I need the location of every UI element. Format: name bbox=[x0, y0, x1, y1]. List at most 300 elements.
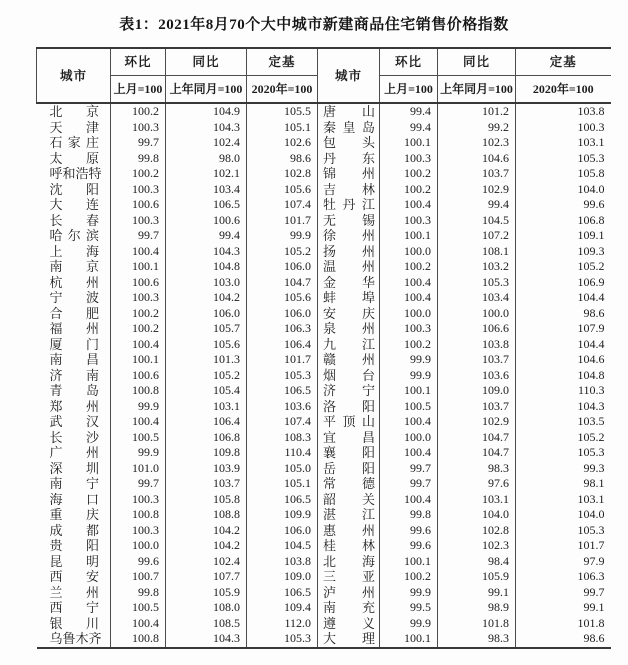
city-name-cell: 贵 阳 bbox=[37, 538, 111, 554]
mom-value-cell: 100.4 bbox=[380, 275, 438, 291]
mom-value-cell: 99.9 bbox=[111, 399, 166, 415]
yoy-value-cell: 105.8 bbox=[166, 492, 247, 508]
city-name-cell: 牡 丹 江 bbox=[318, 197, 380, 213]
base-value-cell: 109.0 bbox=[247, 569, 318, 585]
mom-value-cell: 100.2 bbox=[380, 166, 438, 182]
mom-value-cell: 100.1 bbox=[380, 228, 438, 244]
table-row bbox=[37, 492, 611, 508]
base-value-cell: 106.3 bbox=[247, 321, 318, 337]
yoy-value-cell: 106.8 bbox=[166, 430, 247, 446]
base-value-cell: 105.2 bbox=[247, 244, 318, 260]
mom-value-cell: 99.8 bbox=[111, 151, 166, 167]
base-value-cell: 105.8 bbox=[577, 166, 605, 181]
table-row bbox=[37, 383, 611, 399]
yoy-value-cell: 100.6 bbox=[166, 213, 247, 229]
table-row bbox=[37, 306, 611, 322]
yoy-value-cell: 97.6 bbox=[438, 476, 516, 492]
header-mom-base-right: 上月=100 bbox=[380, 76, 438, 104]
yoy-value-cell: 105.9 bbox=[438, 569, 516, 585]
table-header bbox=[37, 48, 611, 103]
base-value-cell: 106.5 bbox=[247, 492, 318, 508]
table-row bbox=[37, 538, 611, 554]
city-name-cell: 洛 阳 bbox=[318, 399, 380, 415]
city-name-cell: 遵 义 bbox=[318, 616, 380, 632]
yoy-value-cell: 103.1 bbox=[438, 492, 516, 508]
city-name-cell: 徐 州 bbox=[318, 228, 380, 244]
mom-value-cell: 100.3 bbox=[111, 182, 166, 198]
yoy-value-cell: 98.9 bbox=[438, 600, 516, 616]
table-row bbox=[37, 461, 611, 477]
base-value-cell: 99.1 bbox=[583, 600, 605, 615]
city-name-cell: 乌 鲁 木 齐 bbox=[37, 631, 111, 648]
table-row bbox=[37, 368, 611, 384]
base-value-cell: 109.1 bbox=[577, 228, 605, 243]
mom-value-cell: 99.9 bbox=[380, 368, 438, 384]
yoy-value-cell: 103.9 bbox=[166, 461, 247, 477]
header-yoy-right: 同比 bbox=[438, 48, 516, 76]
base-value-cell: 99.7 bbox=[583, 584, 605, 599]
yoy-value-cell: 103.0 bbox=[166, 275, 247, 291]
city-name-cell: 厦 门 bbox=[37, 337, 111, 353]
base-value-cell: 106.8 bbox=[577, 212, 605, 227]
city-name-cell: 长 春 bbox=[37, 213, 111, 229]
mom-value-cell: 100.2 bbox=[111, 103, 166, 120]
yoy-value-cell: 102.4 bbox=[166, 135, 247, 151]
base-value-cell: 104.6 bbox=[577, 352, 605, 367]
table-row bbox=[37, 182, 611, 198]
base-value-cell: 98.1 bbox=[583, 476, 605, 491]
yoy-value-cell: 100.0 bbox=[438, 306, 516, 322]
base-value-cell: 104.0 bbox=[577, 181, 605, 196]
city-name-cell: 石 家 庄 bbox=[37, 135, 111, 151]
base-value-cell: 104.0 bbox=[577, 507, 605, 522]
header-city-right: 城市 bbox=[318, 48, 380, 103]
base-value-cell: 103.6 bbox=[247, 399, 318, 415]
city-name-cell: 海 口 bbox=[37, 492, 111, 508]
city-name-cell: 湛 江 bbox=[318, 507, 380, 523]
yoy-value-cell: 105.9 bbox=[166, 585, 247, 601]
mom-value-cell: 100.3 bbox=[111, 290, 166, 306]
mom-value-cell: 100.5 bbox=[111, 430, 166, 446]
mom-value-cell: 100.2 bbox=[111, 166, 166, 182]
base-value-cell: 102.6 bbox=[247, 135, 318, 151]
base-value-cell: 105.3 bbox=[247, 631, 318, 648]
table-row bbox=[37, 631, 611, 648]
mom-value-cell: 100.6 bbox=[111, 197, 166, 213]
mom-value-cell: 100.4 bbox=[111, 414, 166, 430]
mom-value-cell: 99.6 bbox=[111, 554, 166, 570]
mom-value-cell: 99.7 bbox=[111, 228, 166, 244]
table-row bbox=[37, 151, 611, 167]
base-value-cell: 110.3 bbox=[577, 383, 605, 398]
yoy-value-cell: 108.0 bbox=[166, 600, 247, 616]
city-name-cell: 呼 和 浩 特 bbox=[37, 166, 111, 182]
table-row bbox=[37, 430, 611, 446]
city-name-cell: 泸 州 bbox=[318, 585, 380, 601]
yoy-value-cell: 103.4 bbox=[438, 290, 516, 306]
base-value-cell: 109.4 bbox=[247, 600, 318, 616]
header-base-note-right: 2020年=100 bbox=[532, 82, 594, 96]
yoy-value-cell: 103.8 bbox=[438, 337, 516, 353]
mom-value-cell: 100.3 bbox=[380, 213, 438, 229]
yoy-value-cell: 106.5 bbox=[166, 197, 247, 213]
city-name-cell: 赣 州 bbox=[318, 352, 380, 368]
mom-value-cell: 99.9 bbox=[380, 352, 438, 368]
city-name-cell: 南 充 bbox=[318, 600, 380, 616]
base-value-cell: 106.4 bbox=[247, 337, 318, 353]
header-yoy-left: 同比 bbox=[166, 48, 247, 76]
yoy-value-cell: 104.2 bbox=[166, 290, 247, 306]
header-mom-right: 环比 bbox=[380, 48, 438, 76]
mom-value-cell: 100.2 bbox=[380, 569, 438, 585]
mom-value-cell: 100.0 bbox=[111, 538, 166, 554]
yoy-value-cell: 105.4 bbox=[166, 383, 247, 399]
base-value-cell: 101.8 bbox=[577, 615, 605, 630]
city-name-cell: 宁 波 bbox=[37, 290, 111, 306]
yoy-value-cell: 98.0 bbox=[166, 151, 247, 167]
mom-value-cell: 100.5 bbox=[380, 399, 438, 415]
city-name-cell: 烟 台 bbox=[318, 368, 380, 384]
base-value-cell: 104.7 bbox=[247, 275, 318, 291]
base-value-cell: 103.8 bbox=[577, 104, 605, 119]
mom-value-cell: 100.8 bbox=[111, 383, 166, 399]
base-value-cell: 106.0 bbox=[247, 523, 318, 539]
city-name-cell: 宜 昌 bbox=[318, 430, 380, 446]
table-row bbox=[37, 569, 611, 585]
base-value-cell: 104.4 bbox=[577, 336, 605, 351]
mom-value-cell: 99.8 bbox=[380, 507, 438, 523]
table-title: 表1：2021年8月70个大中城市新建商品住宅销售价格指数 bbox=[119, 17, 509, 33]
mom-value-cell: 99.8 bbox=[111, 585, 166, 601]
city-name-cell: 唐 山 bbox=[318, 103, 380, 120]
yoy-value-cell: 102.3 bbox=[438, 538, 516, 554]
table-row bbox=[37, 290, 611, 306]
base-value-cell: 98.6 bbox=[247, 151, 318, 167]
table-row bbox=[37, 244, 611, 260]
mom-value-cell: 100.0 bbox=[380, 306, 438, 322]
yoy-value-cell: 104.6 bbox=[438, 151, 516, 167]
city-name-cell: 蚌 埠 bbox=[318, 290, 380, 306]
table-row bbox=[37, 507, 611, 523]
yoy-value-cell: 109.8 bbox=[166, 445, 247, 461]
base-value-cell: 105.5 bbox=[247, 103, 318, 120]
base-value-cell: 98.6 bbox=[583, 305, 605, 320]
base-value-cell: 102.8 bbox=[247, 166, 318, 182]
yoy-value-cell: 104.2 bbox=[166, 538, 247, 554]
city-name-cell: 北 京 bbox=[37, 103, 111, 120]
mom-value-cell: 100.6 bbox=[111, 275, 166, 291]
mom-value-cell: 100.2 bbox=[380, 259, 438, 275]
base-value-cell: 107.9 bbox=[577, 321, 605, 336]
mom-value-cell: 99.9 bbox=[380, 585, 438, 601]
table-row bbox=[37, 414, 611, 430]
yoy-value-cell: 98.3 bbox=[438, 461, 516, 477]
base-value-cell: 105.2 bbox=[577, 259, 605, 274]
yoy-value-cell: 102.8 bbox=[438, 523, 516, 539]
header-city-left: 城市 bbox=[37, 48, 111, 103]
city-name-cell: 包 头 bbox=[318, 135, 380, 151]
yoy-value-cell: 104.9 bbox=[166, 103, 247, 120]
base-value-cell: 103.8 bbox=[247, 554, 318, 570]
city-name-cell: 大 连 bbox=[37, 197, 111, 213]
base-value-cell: 110.4 bbox=[247, 445, 318, 461]
city-name-cell: 泉 州 bbox=[318, 321, 380, 337]
yoy-value-cell: 103.7 bbox=[166, 476, 247, 492]
city-name-cell: 上 海 bbox=[37, 244, 111, 260]
mom-value-cell: 100.4 bbox=[380, 492, 438, 508]
mom-value-cell: 99.6 bbox=[380, 538, 438, 554]
base-value-cell: 107.4 bbox=[247, 197, 318, 213]
table-row bbox=[37, 616, 611, 632]
city-name-cell: 惠 州 bbox=[318, 523, 380, 539]
base-value-cell: 100.3 bbox=[577, 119, 605, 134]
yoy-value-cell: 99.4 bbox=[438, 197, 516, 213]
table-row bbox=[37, 337, 611, 353]
header-base-right: 定基 bbox=[516, 48, 611, 76]
city-name-cell: 岳 阳 bbox=[318, 461, 380, 477]
mom-value-cell: 99.7 bbox=[380, 476, 438, 492]
city-name-cell: 锦 州 bbox=[318, 166, 380, 182]
yoy-value-cell: 104.3 bbox=[166, 244, 247, 260]
city-name-cell: 无 锡 bbox=[318, 213, 380, 229]
city-name-cell: 南 宁 bbox=[37, 476, 111, 492]
city-name-cell: 兰 州 bbox=[37, 585, 111, 601]
city-name-cell: 济 南 bbox=[37, 368, 111, 384]
city-name-cell: 南 昌 bbox=[37, 352, 111, 368]
mom-value-cell: 99.9 bbox=[380, 616, 438, 632]
yoy-value-cell: 106.6 bbox=[438, 321, 516, 337]
mom-value-cell: 100.2 bbox=[380, 182, 438, 198]
yoy-value-cell: 105.2 bbox=[166, 368, 247, 384]
table-row bbox=[37, 523, 611, 539]
city-name-cell: 三 亚 bbox=[318, 569, 380, 585]
yoy-value-cell: 106.0 bbox=[166, 306, 247, 322]
mom-value-cell: 100.2 bbox=[111, 306, 166, 322]
header-mom-base-left: 上月=100 bbox=[111, 76, 166, 104]
city-name-cell: 安 庆 bbox=[318, 306, 380, 322]
yoy-value-cell: 104.3 bbox=[166, 120, 247, 136]
yoy-value-cell: 105.3 bbox=[438, 275, 516, 291]
city-name-cell: 合 肥 bbox=[37, 306, 111, 322]
mom-value-cell: 100.1 bbox=[380, 554, 438, 570]
yoy-value-cell: 102.1 bbox=[166, 166, 247, 182]
city-name-cell: 大 理 bbox=[318, 631, 380, 648]
yoy-value-cell: 101.3 bbox=[166, 352, 247, 368]
yoy-value-cell: 104.7 bbox=[438, 430, 516, 446]
city-name-cell: 秦 皇 岛 bbox=[318, 120, 380, 136]
yoy-value-cell: 104.7 bbox=[438, 445, 516, 461]
mom-value-cell: 100.1 bbox=[380, 135, 438, 151]
yoy-value-cell: 109.0 bbox=[438, 383, 516, 399]
yoy-value-cell: 105.7 bbox=[166, 321, 247, 337]
mom-value-cell: 101.0 bbox=[111, 461, 166, 477]
mom-value-cell: 99.9 bbox=[111, 445, 166, 461]
city-name-cell: 武 汉 bbox=[37, 414, 111, 430]
mom-value-cell: 100.0 bbox=[380, 430, 438, 446]
base-value-cell: 106.0 bbox=[247, 306, 318, 322]
table-row bbox=[37, 600, 611, 616]
mom-value-cell: 100.3 bbox=[111, 492, 166, 508]
city-name-cell: 襄 阳 bbox=[318, 445, 380, 461]
yoy-value-cell: 103.6 bbox=[438, 368, 516, 384]
table-row bbox=[37, 213, 611, 229]
mom-value-cell: 100.4 bbox=[380, 197, 438, 213]
table-body bbox=[37, 103, 611, 648]
mom-value-cell: 100.8 bbox=[111, 631, 166, 648]
base-value-cell: 101.7 bbox=[577, 538, 605, 553]
table-row bbox=[37, 166, 611, 182]
mom-value-cell: 99.4 bbox=[380, 103, 438, 120]
mom-value-cell: 100.1 bbox=[111, 259, 166, 275]
city-name-cell: 济 宁 bbox=[318, 383, 380, 399]
header-mom-left: 环比 bbox=[111, 48, 166, 76]
mom-value-cell: 100.0 bbox=[380, 244, 438, 260]
yoy-value-cell: 103.7 bbox=[438, 166, 516, 182]
base-value-cell: 97.9 bbox=[583, 553, 605, 568]
yoy-value-cell: 98.3 bbox=[438, 631, 516, 648]
base-value-cell: 106.5 bbox=[247, 585, 318, 601]
header-yoy-base-left: 上年同月=100 bbox=[166, 76, 247, 104]
mom-value-cell: 100.3 bbox=[380, 321, 438, 337]
city-name-cell: 福 州 bbox=[37, 321, 111, 337]
city-name-cell: 金 华 bbox=[318, 275, 380, 291]
base-value-cell: 106.5 bbox=[247, 383, 318, 399]
yoy-value-cell: 107.7 bbox=[166, 569, 247, 585]
yoy-value-cell: 103.7 bbox=[438, 352, 516, 368]
base-value-cell: 106.9 bbox=[577, 274, 605, 289]
mom-value-cell: 100.4 bbox=[380, 414, 438, 430]
base-value-cell: 105.3 bbox=[247, 368, 318, 384]
yoy-value-cell: 105.6 bbox=[166, 337, 247, 353]
mom-value-cell: 100.4 bbox=[380, 290, 438, 306]
base-value-cell: 105.3 bbox=[577, 445, 605, 460]
mom-value-cell: 100.2 bbox=[380, 337, 438, 353]
yoy-value-cell: 99.4 bbox=[166, 228, 247, 244]
base-value-cell: 99.6 bbox=[583, 197, 605, 212]
city-name-cell: 成 都 bbox=[37, 523, 111, 539]
mom-value-cell: 99.4 bbox=[380, 120, 438, 136]
mom-value-cell: 99.7 bbox=[111, 476, 166, 492]
header-base-left: 定基 bbox=[247, 48, 318, 76]
city-name-cell: 北 海 bbox=[318, 554, 380, 570]
yoy-value-cell: 101.2 bbox=[438, 103, 516, 120]
city-name-cell: 沈 阳 bbox=[37, 182, 111, 198]
base-value-cell: 105.6 bbox=[247, 290, 318, 306]
city-name-cell: 南 京 bbox=[37, 259, 111, 275]
city-name-cell: 长 沙 bbox=[37, 430, 111, 446]
yoy-value-cell: 104.3 bbox=[166, 631, 247, 648]
table-row bbox=[37, 135, 611, 151]
city-name-cell: 广 州 bbox=[37, 445, 111, 461]
header-row-main bbox=[37, 48, 611, 76]
city-name-cell: 九 江 bbox=[318, 337, 380, 353]
mom-value-cell: 100.4 bbox=[380, 445, 438, 461]
table-row bbox=[37, 120, 611, 136]
city-name-cell: 郑 州 bbox=[37, 399, 111, 415]
base-value-cell: 104.4 bbox=[577, 290, 605, 305]
mom-value-cell: 100.3 bbox=[111, 213, 166, 229]
mom-value-cell: 100.4 bbox=[111, 337, 166, 353]
table-row bbox=[37, 399, 611, 415]
mom-value-cell: 100.7 bbox=[111, 569, 166, 585]
mom-value-cell: 100.3 bbox=[111, 523, 166, 539]
base-value-cell: 104.5 bbox=[247, 538, 318, 554]
mom-value-cell: 100.6 bbox=[111, 368, 166, 384]
city-name-cell: 哈 尔 滨 bbox=[37, 228, 111, 244]
mom-value-cell: 99.7 bbox=[111, 135, 166, 151]
table-row bbox=[37, 554, 611, 570]
table-row bbox=[37, 259, 611, 275]
city-name-cell: 常 德 bbox=[318, 476, 380, 492]
base-value-cell: 98.6 bbox=[583, 631, 605, 646]
base-value-cell: 103.5 bbox=[577, 414, 605, 429]
mom-value-cell: 99.6 bbox=[380, 523, 438, 539]
city-name-cell: 重 庆 bbox=[37, 507, 111, 523]
base-value-cell: 108.3 bbox=[247, 430, 318, 446]
city-name-cell: 韶 关 bbox=[318, 492, 380, 508]
city-name-cell: 吉 林 bbox=[318, 182, 380, 198]
mom-value-cell: 100.3 bbox=[111, 120, 166, 136]
mom-value-cell: 100.8 bbox=[111, 507, 166, 523]
base-value-cell: 106.3 bbox=[577, 569, 605, 584]
base-value-cell: 103.1 bbox=[577, 491, 605, 506]
base-value-cell: 109.3 bbox=[577, 243, 605, 258]
city-name-cell: 平 顶 山 bbox=[318, 414, 380, 430]
base-value-cell: 105.1 bbox=[247, 120, 318, 136]
table-row bbox=[37, 228, 611, 244]
yoy-value-cell: 102.4 bbox=[166, 554, 247, 570]
header-base-note-left: 2020年=100 bbox=[247, 76, 318, 104]
mom-value-cell: 100.3 bbox=[380, 151, 438, 167]
yoy-value-cell: 104.0 bbox=[438, 507, 516, 523]
yoy-value-cell: 99.2 bbox=[438, 120, 516, 136]
base-value-cell: 109.9 bbox=[247, 507, 318, 523]
base-value-cell: 99.9 bbox=[247, 228, 318, 244]
yoy-value-cell: 108.1 bbox=[438, 244, 516, 260]
yoy-value-cell: 99.1 bbox=[438, 585, 516, 601]
table-row bbox=[37, 197, 611, 213]
base-value-cell: 106.0 bbox=[247, 259, 318, 275]
yoy-value-cell: 103.1 bbox=[166, 399, 247, 415]
table-row bbox=[37, 585, 611, 601]
base-value-cell: 112.0 bbox=[247, 616, 318, 632]
yoy-value-cell: 101.8 bbox=[438, 616, 516, 632]
table-row bbox=[37, 445, 611, 461]
base-value-cell: 105.1 bbox=[247, 476, 318, 492]
city-name-cell: 西 宁 bbox=[37, 600, 111, 616]
table-row bbox=[37, 352, 611, 368]
table-row bbox=[37, 321, 611, 337]
city-name-cell: 温 州 bbox=[318, 259, 380, 275]
base-value-cell: 105.6 bbox=[247, 182, 318, 198]
yoy-value-cell: 107.2 bbox=[438, 228, 516, 244]
city-name-cell: 西 安 bbox=[37, 569, 111, 585]
base-value-cell: 101.7 bbox=[247, 213, 318, 229]
mom-value-cell: 100.5 bbox=[111, 600, 166, 616]
base-value-cell: 105.3 bbox=[577, 522, 605, 537]
base-value-cell: 105.0 bbox=[247, 461, 318, 477]
base-value-cell: 107.4 bbox=[247, 414, 318, 430]
table-row bbox=[37, 476, 611, 492]
base-value-cell: 105.2 bbox=[577, 429, 605, 444]
header-yoy-base-right: 上年同月=100 bbox=[438, 76, 516, 104]
city-name-cell: 昆 明 bbox=[37, 554, 111, 570]
city-name-cell: 桂 林 bbox=[318, 538, 380, 554]
mom-value-cell: 100.4 bbox=[111, 244, 166, 260]
city-name-cell: 扬 州 bbox=[318, 244, 380, 260]
yoy-value-cell: 108.5 bbox=[166, 616, 247, 632]
base-value-cell: 103.1 bbox=[577, 135, 605, 150]
